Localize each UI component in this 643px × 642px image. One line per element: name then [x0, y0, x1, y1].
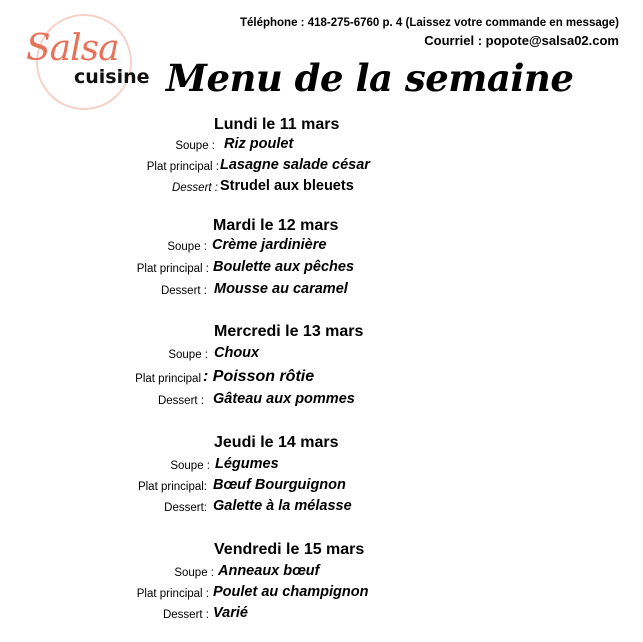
- day-heading: Mercredi le 13 mars: [214, 323, 364, 340]
- day-heading: Mardi le 12 mars: [213, 217, 339, 234]
- day-heading: Jeudi le 14 mars: [214, 434, 339, 451]
- item-label: Dessert :: [160, 285, 207, 297]
- day-heading: Vendredi le 15 mars: [214, 541, 365, 558]
- item-value: Lasagne salade césar: [220, 157, 370, 173]
- item-value: : Poisson rôtie: [203, 368, 315, 385]
- item-label: Soupe :: [174, 567, 214, 579]
- item-value: Boulette aux pêches: [213, 259, 355, 275]
- item-label: Soupe :: [167, 241, 207, 253]
- item-value: Bœuf Bourguignon: [213, 477, 346, 493]
- item-label: Soupe :: [175, 140, 215, 152]
- item-value: Crème jardinière: [212, 237, 327, 253]
- item-value: Varié: [213, 605, 248, 621]
- item-label: Dessert :: [171, 182, 218, 194]
- item-label: Plat principal: [135, 373, 201, 385]
- logo-script: Salsa: [26, 28, 119, 69]
- item-value: Gâteau aux pommes: [213, 391, 355, 407]
- item-label: Plat principal :: [146, 161, 219, 173]
- item-label: Plat principal :: [136, 588, 209, 600]
- item-value: Légumes: [215, 456, 279, 472]
- item-value: Strudel aux bleuets: [220, 178, 354, 194]
- item-label: Soupe :: [170, 460, 210, 472]
- item-label: Dessert :: [157, 395, 204, 407]
- item-label: Plat principal :: [136, 263, 209, 275]
- logo-word: cuisine: [74, 66, 150, 88]
- item-value: Mousse au caramel: [214, 281, 348, 297]
- item-value: Anneaux bœuf: [218, 563, 320, 579]
- item-label: Plat principal:: [137, 481, 207, 493]
- item-value: Galette à la mélasse: [213, 498, 352, 514]
- item-label: Dessert:: [164, 502, 207, 514]
- item-value: Poulet au champignon: [213, 584, 369, 600]
- item-label: Soupe :: [168, 349, 208, 361]
- salsa-cuisine-logo: [22, 14, 162, 100]
- phone-line: Téléphone : 418-275-6760 p. 4 (Laissez votre commande en message): [239, 17, 619, 29]
- item-value: Choux: [214, 345, 260, 361]
- email-line: Courriel : popote@salsa02.com: [424, 33, 619, 48]
- item-value: Riz poulet: [224, 136, 294, 152]
- day-heading: Lundi le 11 mars: [214, 116, 340, 133]
- item-label: Dessert :: [162, 609, 209, 621]
- page-title: Menu de la semaine: [166, 56, 574, 100]
